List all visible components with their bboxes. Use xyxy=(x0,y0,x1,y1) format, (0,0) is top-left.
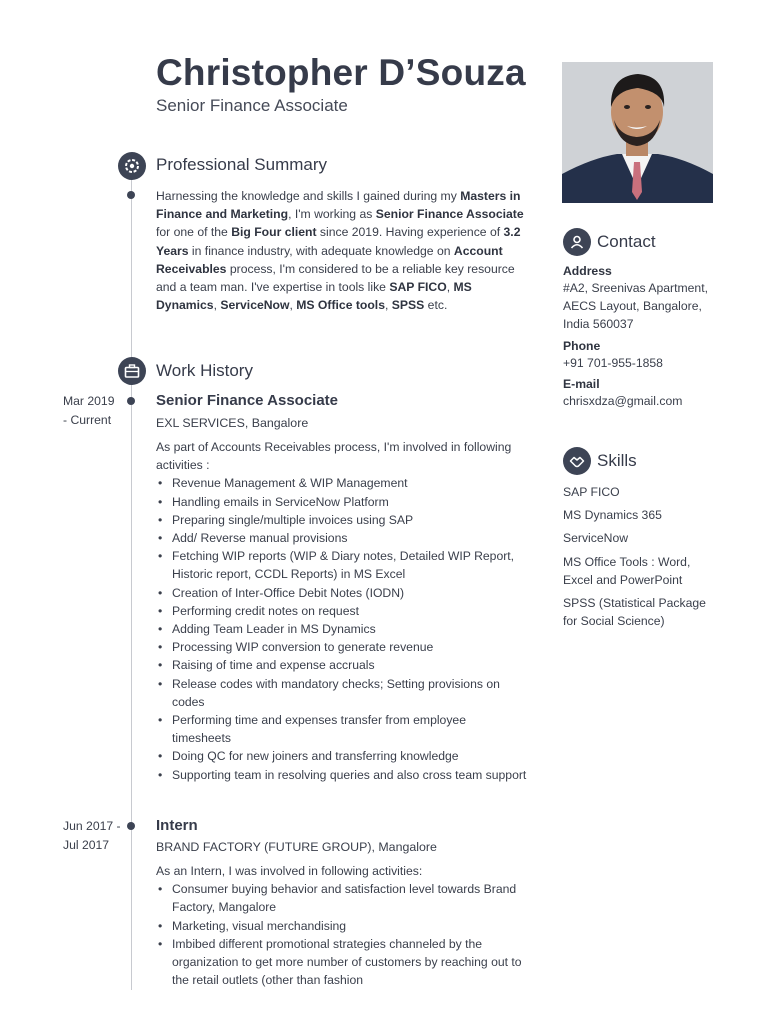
list-item: • Add/ Reverse manual provisions xyxy=(156,529,528,547)
email-label: E-mail xyxy=(563,376,600,391)
profile-photo xyxy=(562,62,713,203)
address-label: Address xyxy=(563,264,612,278)
skill-item: SPSS (Statistical Package for Social Science) xyxy=(563,596,706,629)
summary-text: Harnessing the knowledge and skills I gained during my Masters in Finance and Marketing, I'm working as Senior Finance Associate for one of the Big Four client since 2019. Having experience of 3.2 Years in finance industry, with adequate knowledge on Account Receivables process, I'm considered to be a reliable key resource and a team man. I've expertise in tools like SAP FICO, MS Dynamics, ServiceNow, MS Office tools, SPSS etc. xyxy=(156,189,524,313)
job-company: BRAND FACTORY (FUTURE GROUP), Mangalore xyxy=(156,840,437,854)
list-item: • Fetching WIP reports (WIP & Diary notes, Detailed WIP Report, Historic report, CCDL Reports) in MS Excel xyxy=(156,547,528,583)
job-company: EXL SERVICES, Bangalore xyxy=(156,416,309,430)
job-date-end: - Current xyxy=(63,413,112,427)
job-title: Senior Finance Associate xyxy=(156,392,339,409)
summary-heading: Professional Summary xyxy=(156,155,328,174)
skill-item: MS Dynamics 365 xyxy=(563,508,662,523)
job-title: Intern xyxy=(156,817,198,834)
list-item: • Imbibed different promotional strategies channeled by the organization to get more number of customers by reaching out to the retail outlets (other than fashion xyxy=(156,935,534,990)
job-description xyxy=(156,862,534,989)
candidate-name: Christopher D’Souza xyxy=(156,52,526,93)
contact-block xyxy=(563,264,723,410)
list-item: • Consumer buying behavior and satisfaction level towards Brand Factory, Mangalore xyxy=(156,880,534,916)
job-description xyxy=(156,438,528,784)
address-value: #A2, Sreenivas Apartment, AECS Layout, Bangalore, India 560037 xyxy=(563,281,708,332)
gear-icon xyxy=(118,152,146,180)
briefcase-icon xyxy=(118,357,146,385)
job-bullet-list xyxy=(156,474,528,783)
job-date xyxy=(63,817,125,855)
contact-heading: Contact xyxy=(597,232,656,251)
list-item: • Revenue Management & WIP Management xyxy=(156,474,528,492)
person-icon xyxy=(563,228,591,256)
job-date-end: Jul 2017 xyxy=(63,838,110,852)
list-item: • Creation of Inter-Office Debit Notes (IODN) xyxy=(156,584,528,602)
job-date xyxy=(63,392,121,430)
list-item: • Marketing, visual merchandising xyxy=(156,917,534,935)
timeline-line xyxy=(131,178,132,990)
candidate-title: Senior Finance Associate xyxy=(156,96,348,115)
job-bullet-list xyxy=(156,880,534,989)
skill-item: SAP FICO xyxy=(563,485,620,499)
skill-item: MS Office Tools : Word, Excel and PowerPoint xyxy=(563,554,691,587)
list-item: • Raising of time and expense accruals xyxy=(156,656,528,674)
job-date-start: Mar 2019 xyxy=(63,394,115,408)
list-item: • Supporting team in resolving queries and also cross team support xyxy=(156,766,528,784)
skill-item: ServiceNow xyxy=(563,531,629,546)
job-date-start: Jun 2017 - xyxy=(63,819,121,833)
list-item: • Adding Team Leader in MS Dynamics xyxy=(156,620,528,638)
profile-photo-illustration xyxy=(562,62,713,203)
skills-list xyxy=(563,483,723,635)
list-item: • Handling emails in ServiceNow Platform xyxy=(156,493,528,511)
handshake-icon xyxy=(563,447,591,475)
phone-label: Phone xyxy=(563,338,601,353)
work-heading: Work History xyxy=(156,361,253,380)
list-item: • Performing credit notes on request xyxy=(156,602,528,620)
list-item: • Doing QC for new joiners and transferring knowledge xyxy=(156,747,528,765)
phone-value: +91 701-955-1858 xyxy=(563,355,663,370)
list-item: • Release codes with mandatory checks; Setting provisions on codes xyxy=(156,675,528,711)
skills-heading: Skills xyxy=(597,451,637,470)
email-value: chrisxdza@gmail.com xyxy=(563,393,683,408)
timeline-dot xyxy=(127,397,135,405)
list-item: • Preparing single/multiple invoices using SAP xyxy=(156,511,528,529)
list-item: • Performing time and expenses transfer from employee timesheets xyxy=(156,711,528,747)
list-item: • Processing WIP conversion to generate revenue xyxy=(156,638,528,656)
job-intro: As an Intern, I was involved in following activities: xyxy=(156,864,423,878)
job-intro: As part of Accounts Receivables process, I'm involved in following activities : xyxy=(156,440,512,473)
timeline-dot xyxy=(127,191,135,199)
timeline-dot xyxy=(127,822,135,830)
